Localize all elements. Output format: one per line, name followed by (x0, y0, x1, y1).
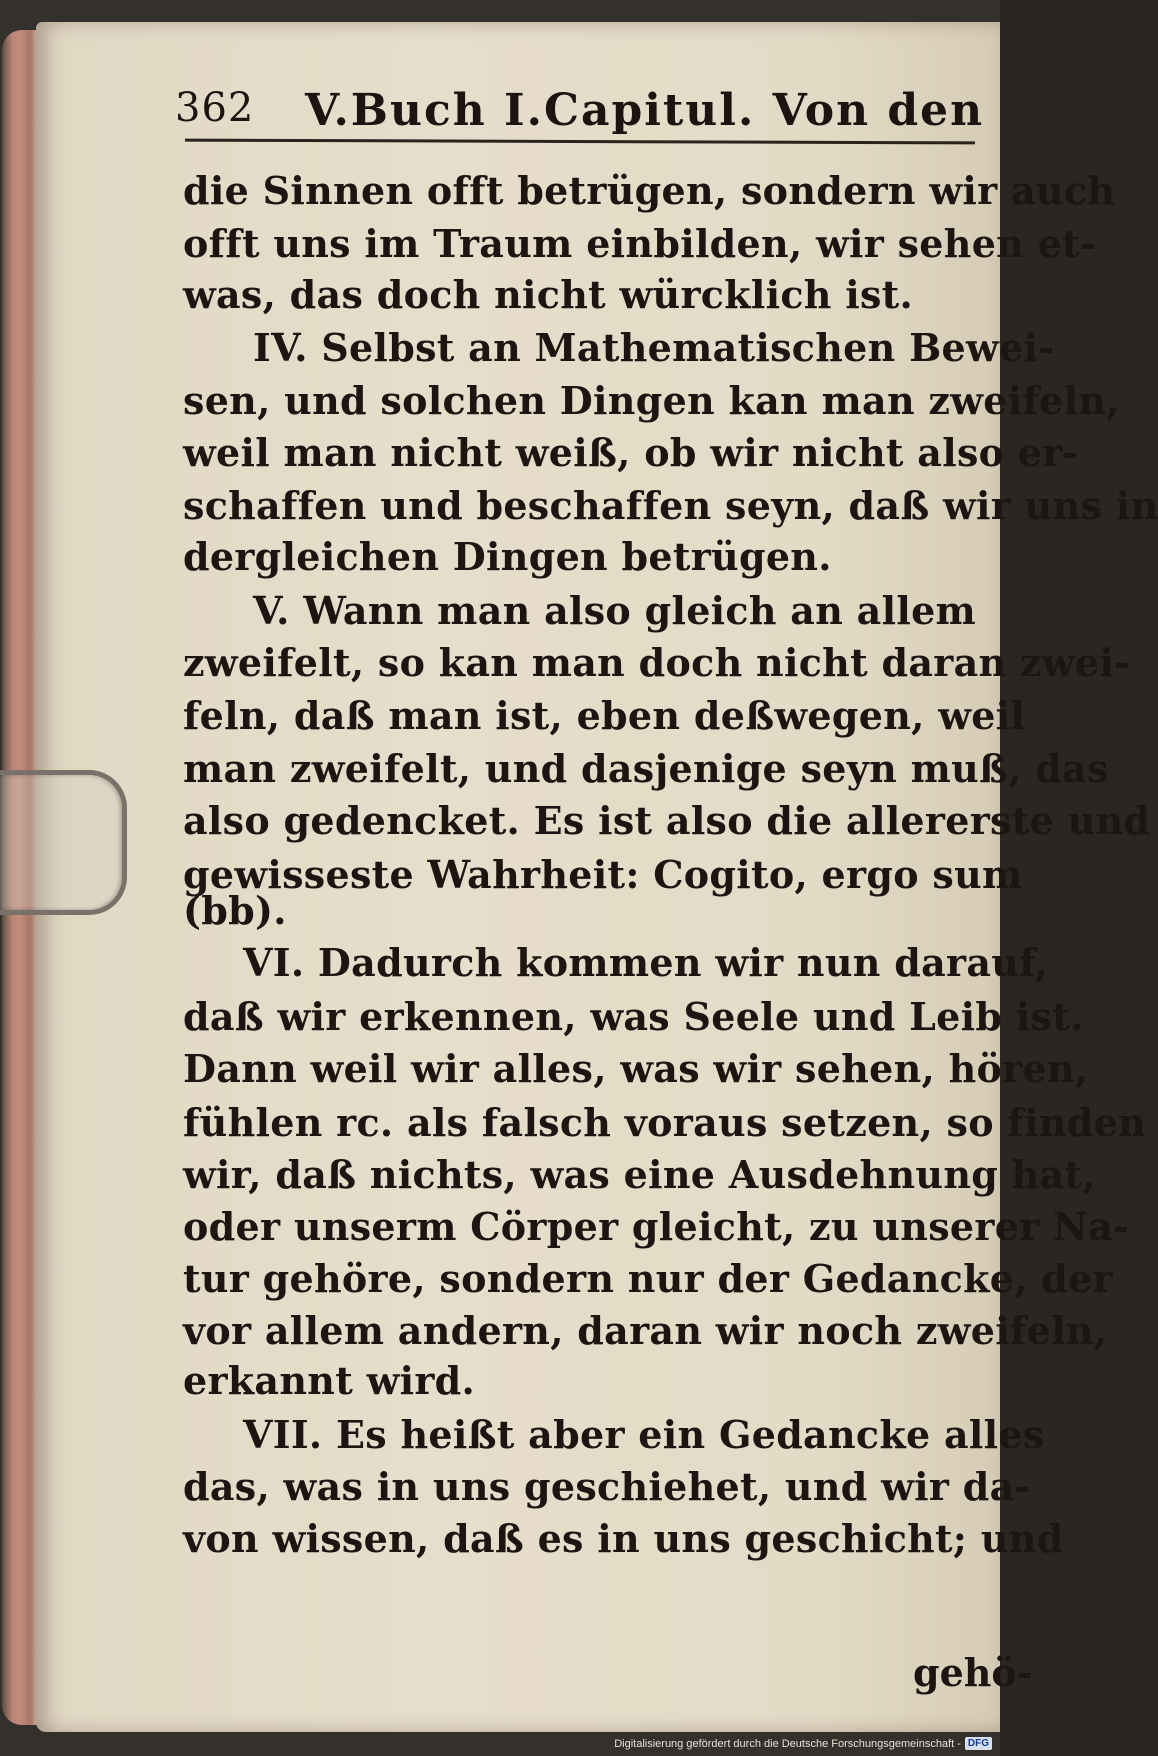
text-line: von wissen, daß es in uns geschicht; und (183, 1516, 1064, 1561)
page-header (175, 85, 985, 145)
text-line: man zweifelt, und dasjenige seyn muß, das (183, 746, 1109, 791)
running-head: V.Buch I.Capitul. Von den (305, 85, 985, 136)
text-line: gewisseste Wahrheit: Cogito, ergo sum (183, 852, 1023, 897)
text-line: IV. Selbst an Mathematischen Bewei- (253, 325, 1055, 370)
text-line: dergleichen Dingen betrügen. (183, 534, 832, 579)
text-line: daß wir erkennen, was Seele und Leib ist. (183, 994, 1084, 1039)
text-line: VI. Dadurch kommen wir nun darauf, (243, 940, 1049, 985)
dfg-logo: DFG (965, 1737, 992, 1750)
text-line: weil man nicht weiß, ob wir nicht also er- (183, 430, 1079, 475)
text-line: oder unserm Cörper gleicht, zu unserer Na- (183, 1204, 1130, 1249)
text-line: was, das doch nicht würcklich ist. (183, 272, 914, 317)
text-line: vor allem andern, daran wir noch zweifeln, (183, 1308, 1108, 1353)
text-line: zweifelt, so kan man doch nicht daran zwei- (183, 640, 1131, 685)
text-line: Dann weil wir alles, was wir sehen, hören, (183, 1046, 1089, 1091)
text-line: die Sinnen offt betrügen, sondern wir auch (183, 168, 1116, 213)
catchword: gehö- (913, 1650, 1033, 1695)
text-line: sen, und solchen Dingen kan man zweifeln, (183, 378, 1120, 423)
text-line: fühlen rc. als falsch voraus setzen, so finden (183, 1100, 1147, 1145)
text-line: V. Wann man also gleich an allem (253, 588, 977, 633)
text-line: offt uns im Traum einbilden, wir sehen et- (183, 221, 1097, 266)
text-line: tur gehöre, sondern nur der Gedancke, der (183, 1256, 1113, 1301)
digitization-credit (614, 1737, 992, 1750)
text-line: feln, daß man ist, eben deßwegen, weil (183, 693, 1026, 738)
text-line: also gedencket. Es ist also die allererste und (183, 798, 1151, 843)
page-clip-holder (0, 770, 127, 915)
text-line: erkannt wird. (183, 1358, 476, 1403)
text-line: VII. Es heißt aber ein Gedancke alles (243, 1412, 1045, 1457)
credit-text: Digitalisierung gefördert durch die Deutsche Forschungsgemeinschaft - (614, 1737, 961, 1750)
text-line: schaffen und beschaffen seyn, daß wir uns in (183, 483, 1158, 528)
text-line: (bb). (183, 888, 287, 933)
text-line: wir, daß nichts, was eine Ausdehnung hat, (183, 1152, 1096, 1197)
text-line: das, was in uns geschiehet, und wir da- (183, 1464, 1031, 1509)
page-number: 362 (175, 85, 255, 131)
